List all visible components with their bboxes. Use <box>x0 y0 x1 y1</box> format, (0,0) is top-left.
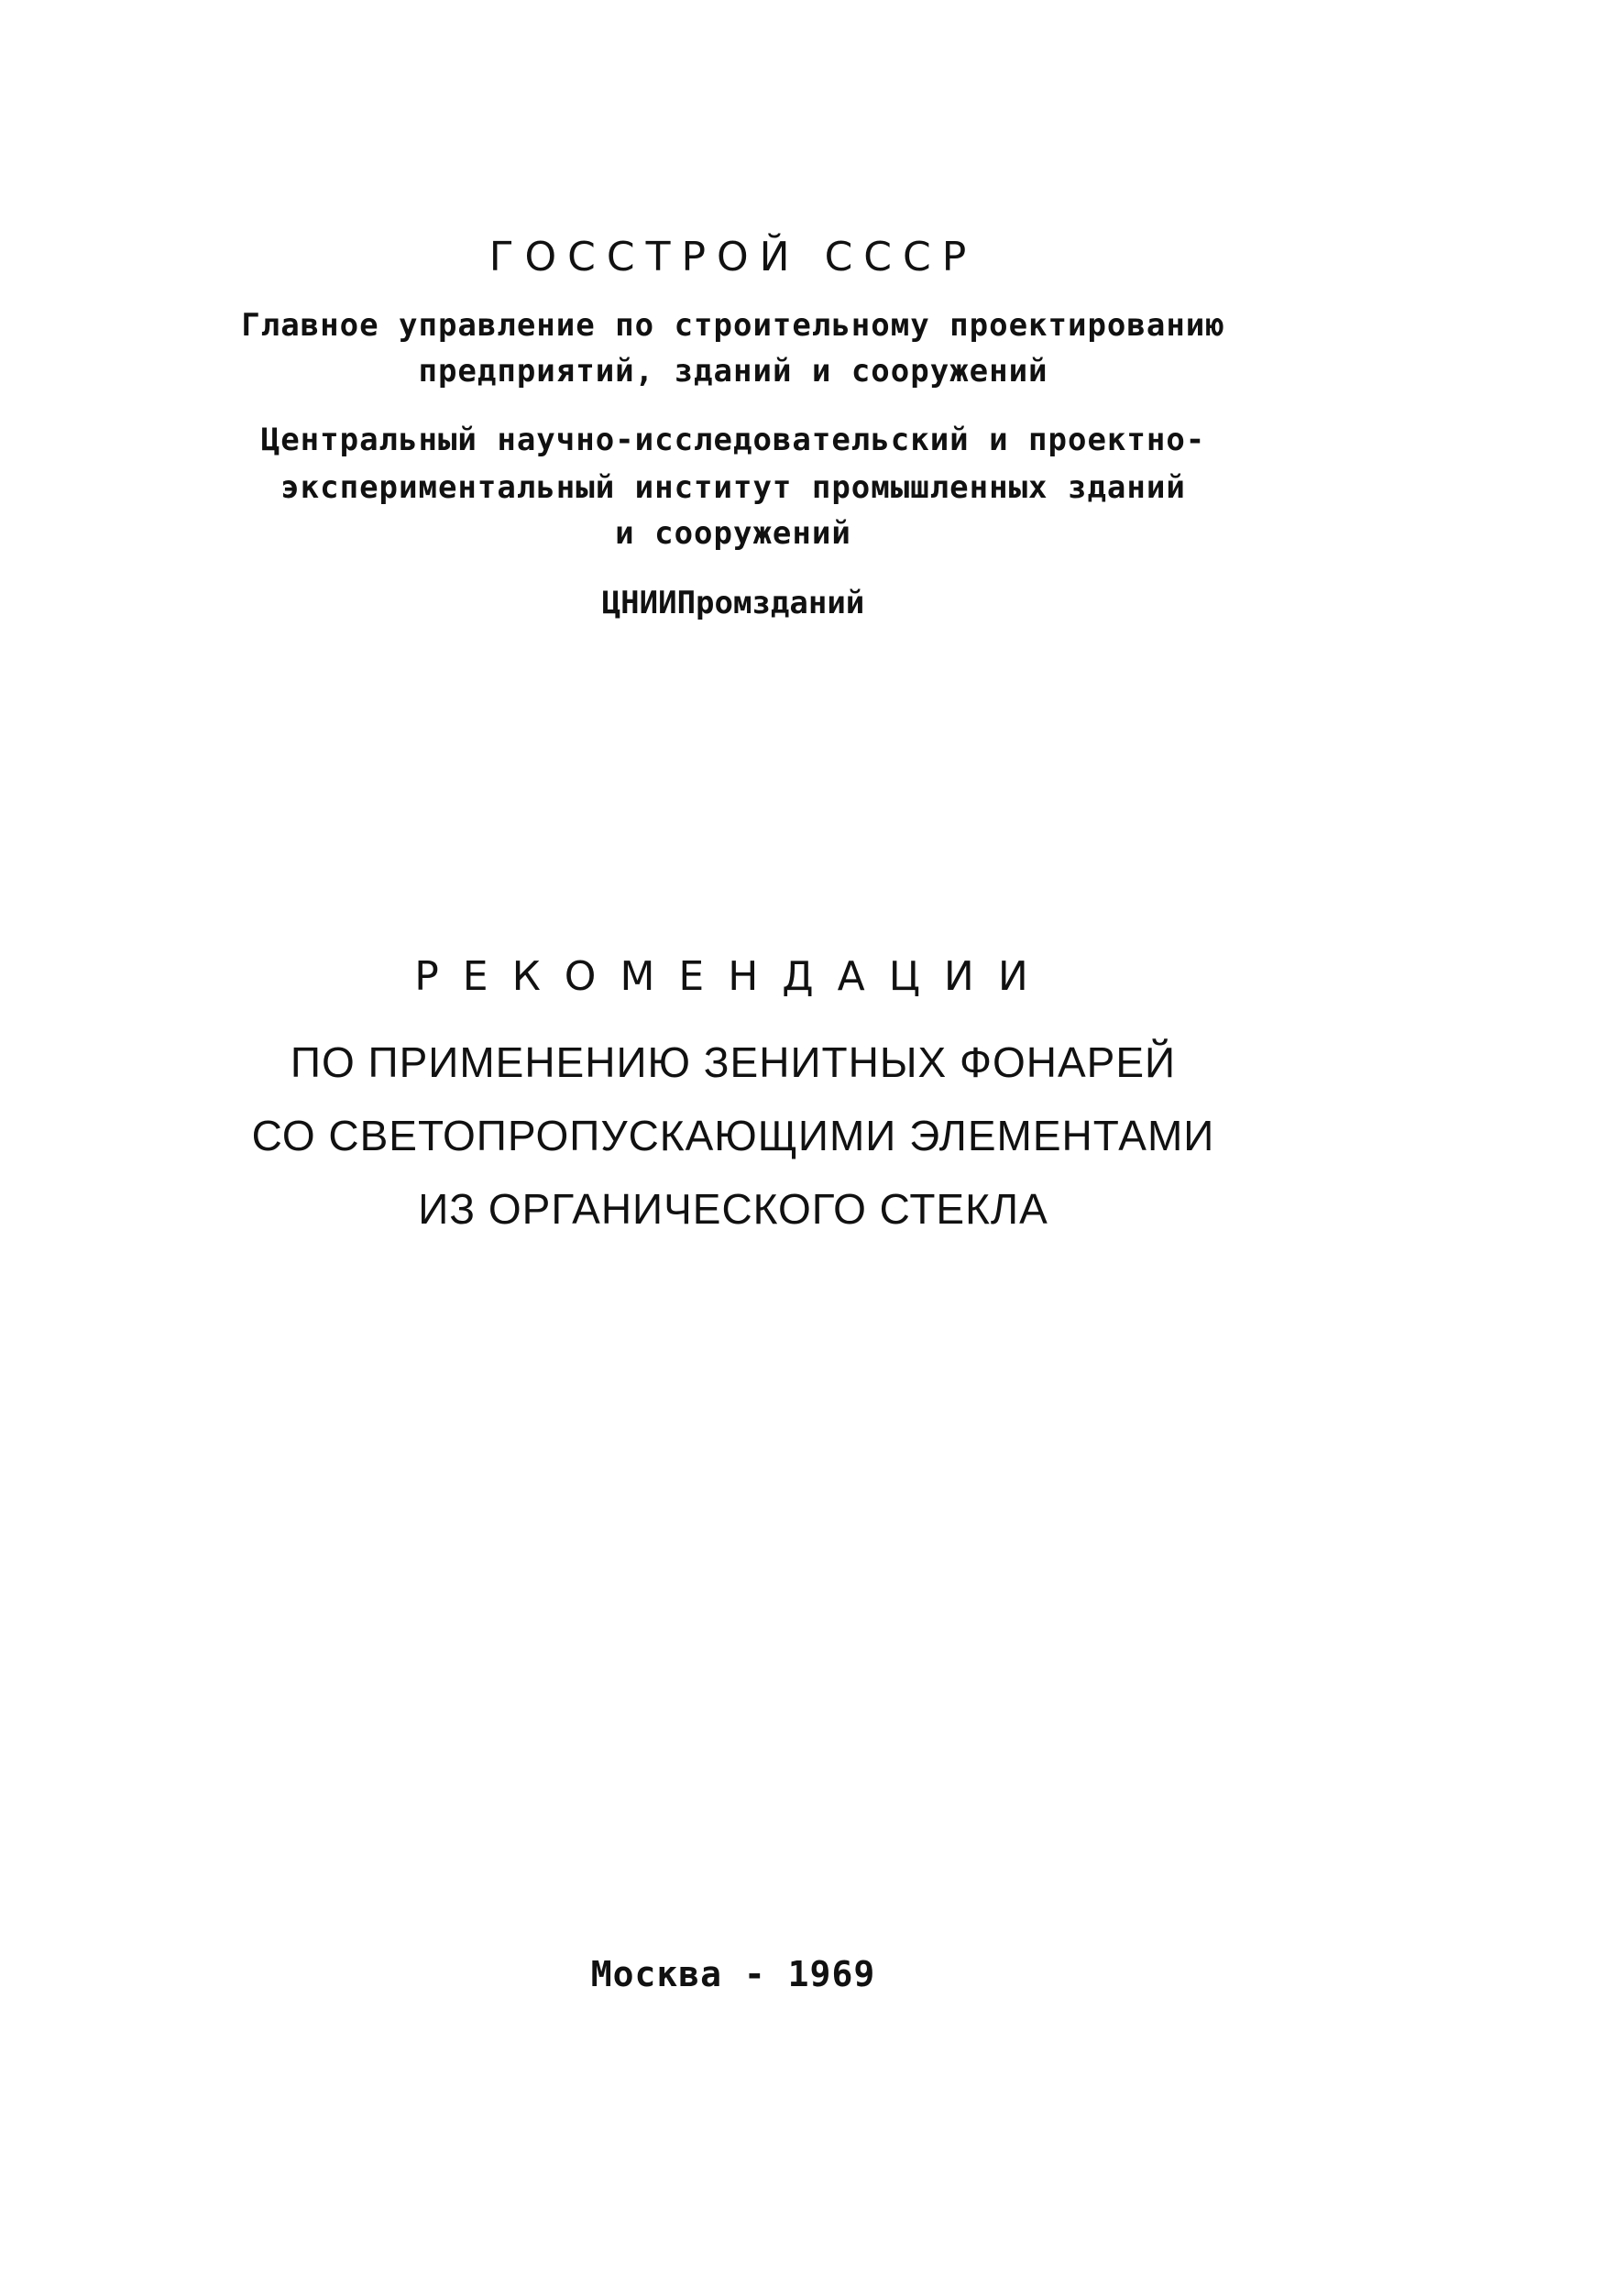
institute-abbreviation: ЦНИИПромзданий <box>601 585 865 621</box>
institute-line-3: и сооружений <box>615 515 851 552</box>
document-title: РЕКОМЕНДАЦИИ <box>414 953 1052 1000</box>
document-subtitle-line-1: ПО ПРИМЕНЕНИЮ ЗЕНИТНЫХ ФОНАРЕЙ <box>290 1038 1177 1086</box>
institute-line-1: Центральный научно-исследовательский и проектно- <box>260 422 1206 458</box>
document-subtitle-line-2: СО СВЕТОПРОПУСКАЮЩИМИ ЭЛЕМЕНТАМИ <box>251 1112 1215 1159</box>
institute-line-2: экспериментальный институт промышленных зданий <box>280 469 1186 506</box>
main-administration-line-2: предприятий, зданий и сооружений <box>418 353 1048 390</box>
main-administration-line-1: Главное управление по строительному проектированию <box>241 307 1225 344</box>
document-subtitle-line-3: ИЗ ОРГАНИЧЕСКОГО СТЕКЛА <box>418 1185 1048 1233</box>
publication-place-year: Москва - 1969 <box>590 1954 876 1994</box>
agency-name: ГОССТРОЙ СССР <box>488 234 978 280</box>
